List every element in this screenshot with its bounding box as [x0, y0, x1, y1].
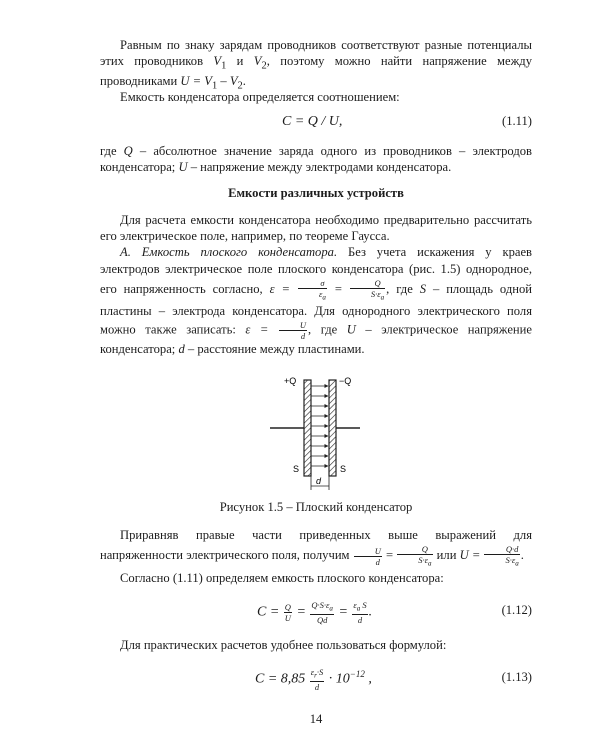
equation-1-11	[100, 114, 532, 140]
equation-number: (1.13)	[501, 670, 532, 684]
capacitor-figure	[270, 372, 370, 497]
label-s-left: S	[293, 464, 300, 474]
equation-number: (1.12)	[501, 603, 532, 617]
equation-1-13	[100, 663, 532, 693]
section-heading: Емкости различных устройств	[228, 186, 404, 200]
right-plate	[329, 380, 336, 476]
fraction-sigma-eps: $\frac{\sigma}{\varepsilon_a}$	[298, 278, 327, 303]
paragraph-potentials: Равным по знаку зарядам проводников соответствуют разные потенциалы этих проводников $V_1$ и $V_2$, поэтому можно найти напряжение между проводниками $U = V_1 - V_2$.	[100, 38, 532, 92]
label-s-right: S	[340, 464, 347, 474]
fraction-u-d-2: $\frac{U}{d}$	[354, 546, 382, 567]
label-plus-q: +Q	[284, 376, 297, 386]
label-minus-q: −Q	[339, 376, 352, 386]
field-lines	[311, 386, 328, 466]
page-number: 14	[309, 712, 323, 726]
paragraph-equating: Приравняв правые части приведенных выше выражений для напряженности электрического поля, получим $\frac{U}{d}$ = $\frac{Q}{S\cdot\varepsilon_a}$ или U = $\frac{Q\cdot d}{S\cdot\varepsilon_a}$ .	[100, 528, 532, 568]
paragraph-practical: Для практических расчетов удобнее пользоваться формулой:	[120, 638, 447, 652]
left-plate	[304, 380, 311, 476]
equation-formula: C = Q / U,	[282, 114, 343, 129]
fraction-u-d: $\frac{U}{d}$	[279, 320, 307, 341]
paragraph-according: Согласно (1.11) определяем емкость плоского конденсатора:	[120, 571, 444, 585]
figure-caption: Рисунок 1.5 – Плоский конденсатор	[219, 500, 413, 514]
label-d: d	[316, 476, 322, 486]
fraction-q-s-eps-2: $\frac{Q}{S\cdot\varepsilon_a}$	[397, 544, 432, 569]
paragraph-q-u-definition: где Q – абсолютное значение заряда одного из проводников – электродов конденсатора; U – напряжение между электродами конденсатора.	[100, 144, 533, 174]
paragraph-gauss: Для расчета емкости конденсатора необходимо предварительно рассчитать его электрическое поле, например, по теореме Гаусса.	[100, 213, 532, 243]
paragraph-flat-capacitor: А. Емкость плоского конденсатора. Без учета искажения у краев электродов электрическое поле плоского конденсатора (рис. 1.5) однородное, его напряженность согласно, ε = $\frac{\sigma}{\varepsilon_a}$ = $\frac{Q}{S\cdot\varepsilon_a}$ , где S – площадь одной пластины – электрода конденсатора. Для однородного электрического поля можно также записать: ε = $\frac{U}{d}$ , где U – электрическое напряжение конденсатора; d – расстояние между пластинами.	[100, 245, 533, 356]
equation-number: (1.11)	[502, 114, 532, 128]
fraction-qd-s-eps: $\frac{Q\cdot d}{S\cdot\varepsilon_a}$	[484, 544, 519, 569]
equation-formula: C = $\frac{Q}{U}$ = $\frac{Q\cdot S\cdot\varepsilon_a}{Qd}$ = $\frac{\varepsilon_a S}{d}$ .	[257, 600, 373, 625]
fraction-q-s-eps: $\frac{Q}{S\cdot\varepsilon_a}$	[350, 278, 385, 303]
paragraph-capacitance-intro: Емкость конденсатора определяется соотношением:	[120, 90, 400, 104]
equation-1-12	[100, 596, 532, 626]
equation-formula: C = 8,85 $\frac{\varepsilon_r\cdot S}{d}$ · $10^{-12}$ ,	[255, 667, 372, 692]
